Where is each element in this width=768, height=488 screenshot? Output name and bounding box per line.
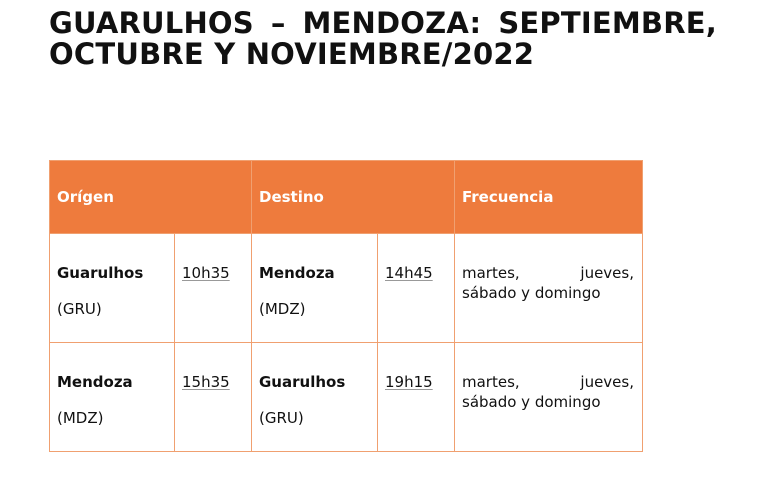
arrival-cell (378, 234, 455, 343)
departure-time: 10h35 (182, 264, 230, 282)
origin-code: (GRU) (57, 300, 102, 318)
departure-cell (175, 234, 252, 343)
flight-schedule-table (49, 160, 643, 452)
title-word: – (270, 6, 286, 40)
frequency-line-2: sábado y domingo (462, 393, 601, 411)
header-destination: Destino (252, 161, 455, 234)
destination-city: Mendoza (259, 264, 335, 282)
table-header-row (50, 161, 643, 234)
frequency-word: martes, (462, 264, 520, 282)
frequency-line-2: sábado y domingo (462, 284, 601, 302)
frequency-word: martes, (462, 373, 520, 391)
departure-cell (175, 343, 252, 452)
title-line-1 (49, 8, 717, 39)
origin-cell (50, 234, 175, 343)
frequency-word: jueves, (580, 373, 634, 391)
title-word: GUARULHOS (49, 6, 254, 40)
title-line-2: OCTUBRE Y NOVIEMBRE/2022 (49, 37, 535, 71)
title-word: SEPTIEMBRE, (498, 6, 717, 40)
frequency-cell (455, 234, 643, 343)
header-frequency: Frecuencia (455, 161, 643, 234)
departure-time: 15h35 (182, 373, 230, 391)
page-title (49, 8, 717, 70)
destination-code: (MDZ) (259, 300, 306, 318)
origin-cell (50, 343, 175, 452)
origin-code: (MDZ) (57, 409, 104, 427)
frequency-word: jueves, (580, 264, 634, 282)
title-word: MENDOZA: (302, 6, 482, 40)
destination-cell (252, 343, 378, 452)
destination-code: (GRU) (259, 409, 304, 427)
table-row (50, 343, 643, 452)
origin-city: Mendoza (57, 373, 133, 391)
destination-city: Guarulhos (259, 373, 346, 391)
frequency-cell (455, 343, 643, 452)
arrival-time: 19h15 (385, 373, 433, 391)
header-origin: Orígen (50, 161, 252, 234)
arrival-time: 14h45 (385, 264, 433, 282)
table-row (50, 234, 643, 343)
origin-city: Guarulhos (57, 264, 144, 282)
arrival-cell (378, 343, 455, 452)
destination-cell (252, 234, 378, 343)
